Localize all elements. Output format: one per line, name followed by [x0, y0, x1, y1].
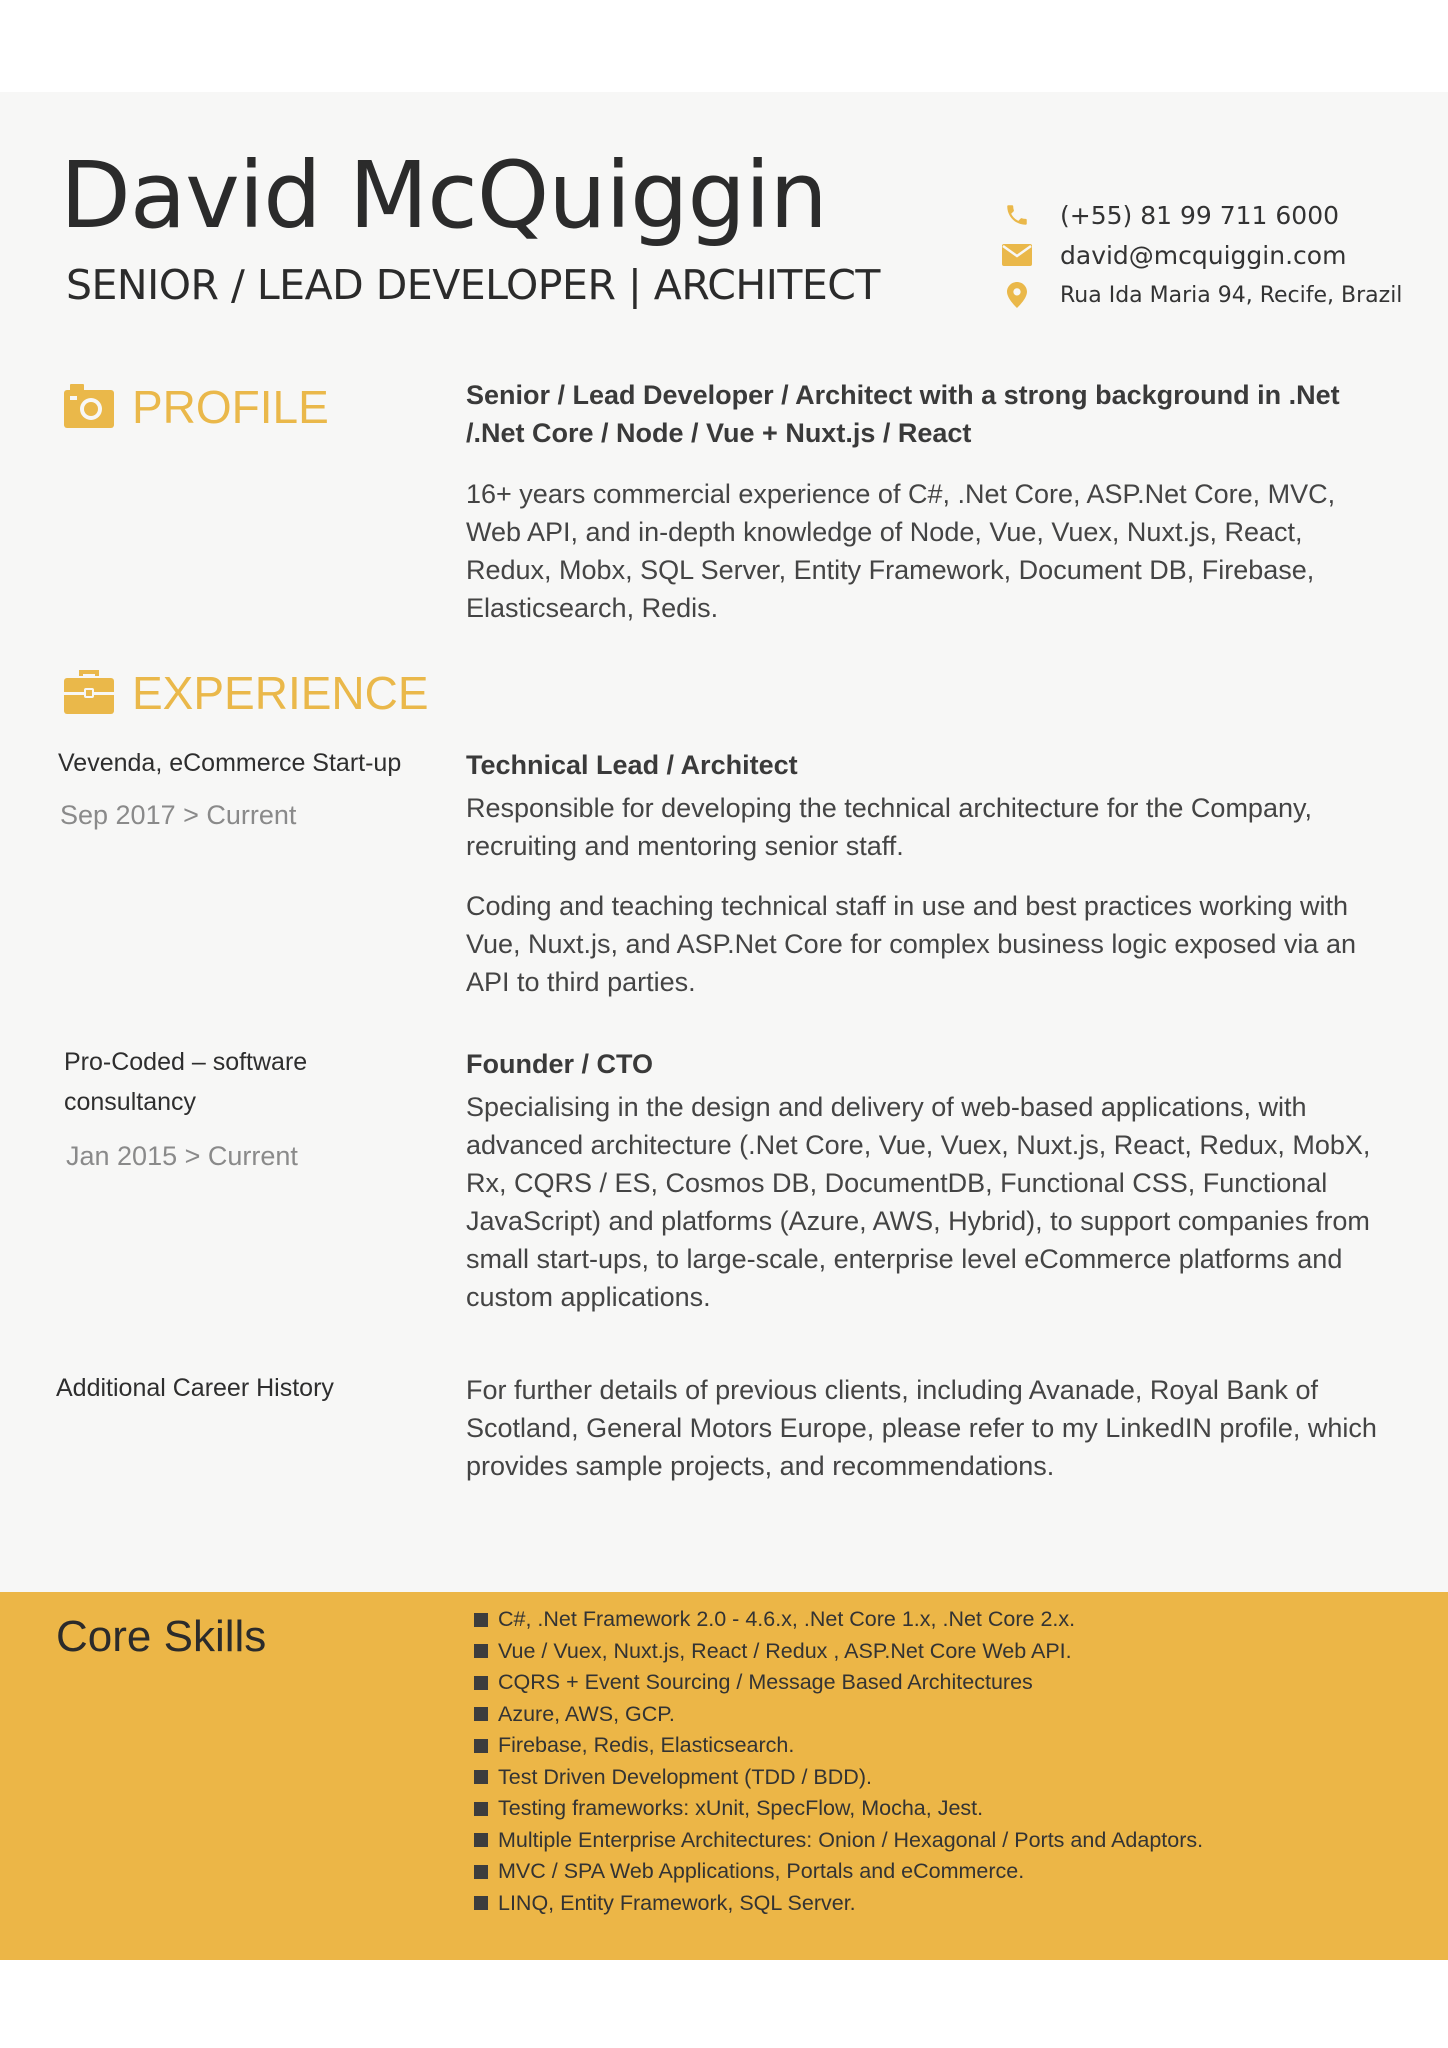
bullet-square-icon [474, 1833, 488, 1847]
job-company: Pro-Coded – software consultancy [64, 1048, 308, 1116]
candidate-name: David McQuiggin [60, 142, 827, 249]
contact-email-row [1000, 235, 1346, 275]
camera-icon [64, 384, 114, 430]
bullet-square-icon [474, 1802, 488, 1816]
skill-item: MVC / SPA Web Applications, Portals and eCommerce. [474, 1856, 1203, 1888]
profile-headline: Senior / Lead Developer / Architect with a strong background in .Net /.Net Core / Node / Vue + Nuxt.js / React [466, 380, 1340, 448]
job-company: Vevenda, eCommerce Start-up [58, 749, 402, 777]
bullet-square-icon [474, 1676, 488, 1690]
job-dates: Jan 2015 > Current [66, 1141, 298, 1171]
skill-item: Azure, AWS, GCP. [474, 1699, 1203, 1731]
bullet-square-icon [474, 1613, 488, 1627]
job-description: Coding and teaching technical staff in use and best practices working with Vue, Nuxt.js, and ASP.Net Core for complex business logic exposed via an API to third parties. [466, 891, 1356, 997]
envelope-icon [1000, 240, 1034, 270]
contact-address: Rua Ida Maria 94, Recife, Brazil [1060, 282, 1403, 308]
candidate-role: SENIOR / LEAD DEVELOPER | ARCHITECT [66, 261, 880, 309]
job-description: Responsible for developing the technical architecture for the Company, recruiting and mentoring senior staff. [466, 793, 1312, 861]
contact-address-row [1000, 275, 1402, 315]
core-skills-list [474, 1604, 1203, 1919]
skill-item: Test Driven Development (TDD / BDD). [474, 1762, 1203, 1794]
additional-history-label: Additional Career History [56, 1374, 334, 1402]
skill-item: Firebase, Redis, Elasticsearch. [474, 1730, 1203, 1762]
job-position: Technical Lead / Architect [466, 750, 798, 780]
additional-history-text: For further details of previous clients, including Avanade, Royal Bank of Scotland, General Motors Europe, please refer to my LinkedIN profile, which provides sample projects, and recommendations. [466, 1375, 1377, 1481]
core-skills-title: Core Skills [56, 1612, 267, 1661]
bullet-square-icon [474, 1644, 488, 1658]
experience-title: EXPERIENCE [132, 667, 429, 719]
contact-phone-row [1000, 195, 1339, 235]
job-position: Founder / CTO [466, 1049, 653, 1079]
skill-item: Vue / Vuex, Nuxt.js, React / Redux , ASP.Net Core Web API. [474, 1636, 1203, 1668]
experience-heading [64, 667, 429, 719]
briefcase-icon [64, 670, 114, 716]
skill-item: C#, .Net Framework 2.0 - 4.6.x, .Net Core 1.x, .Net Core 2.x. [474, 1604, 1203, 1636]
bullet-square-icon [474, 1865, 488, 1879]
contact-phone: (+55) 81 99 711 6000 [1060, 200, 1340, 230]
job-description: Specialising in the design and delivery of web-based applications, with advanced architecture (.Net Core, Vue, Vuex, Nuxt.js, React, Redux, MobX, Rx, CQRS / ES, Cosmos DB, DocumentDB, Functional CSS, Functional JavaScript) and platforms (Azure, AWS, Hybrid), to support companies from small start-ups, to large-scale, enterprise level eCommerce platforms and custom applications. [466, 1092, 1371, 1312]
contact-email[interactable]: david@mcquiggin.com [1060, 240, 1347, 270]
profile-title: PROFILE [132, 381, 329, 433]
job-dates: Sep 2017 > Current [60, 800, 297, 830]
skill-item: CQRS + Event Sourcing / Message Based Architectures [474, 1667, 1203, 1699]
bullet-square-icon [474, 1770, 488, 1784]
skill-item: Multiple Enterprise Architectures: Onion / Hexagonal / Ports and Adaptors. [474, 1825, 1203, 1857]
skill-item: LINQ, Entity Framework, SQL Server. [474, 1888, 1203, 1920]
bullet-square-icon [474, 1707, 488, 1721]
profile-heading [64, 381, 329, 433]
location-pin-icon [1000, 280, 1034, 310]
bullet-square-icon [474, 1739, 488, 1753]
bullet-square-icon [474, 1896, 488, 1910]
skill-item: Testing frameworks: xUnit, SpecFlow, Mocha, Jest. [474, 1793, 1203, 1825]
phone-icon [1000, 200, 1034, 230]
profile-summary: 16+ years commercial experience of C#, .Net Core, ASP.Net Core, MVC, Web API, and in-depth knowledge of Node, Vue, Vuex, Nuxt.js, React, Redux, Mobx, SQL Server, Entity Framework, Document DB, Firebase, Elasticsearch, Redis. [466, 479, 1336, 623]
